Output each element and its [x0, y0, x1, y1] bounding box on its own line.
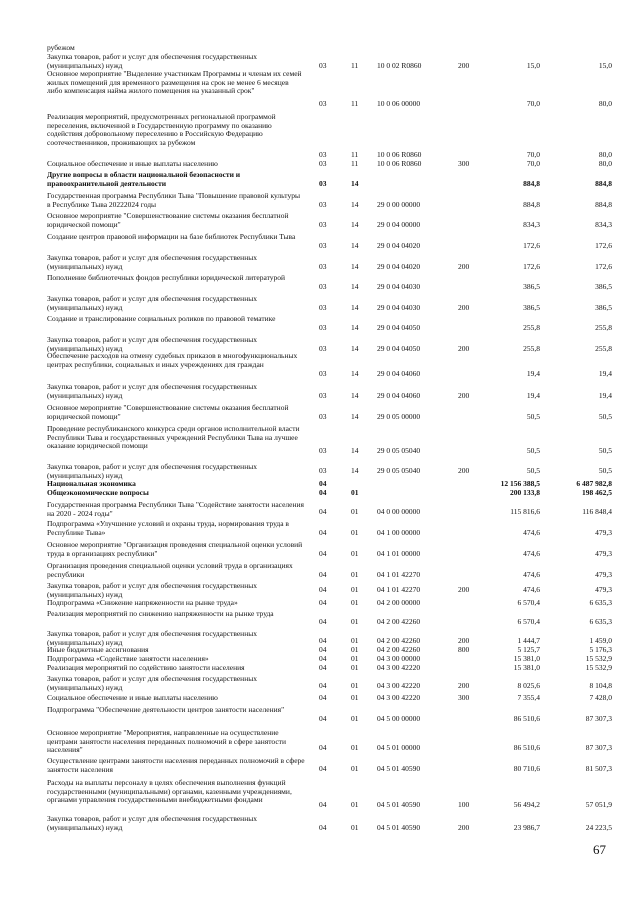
row-amount-year-1: 6 570,4	[517, 617, 540, 626]
row-expense-type: 200	[458, 391, 470, 400]
row-section-code: 03	[319, 369, 327, 378]
row-subsection-code: 14	[351, 412, 359, 421]
row-amount-year-1: 172,6	[523, 262, 540, 271]
row-section-code: 03	[319, 446, 327, 455]
row-subsection-code: 01	[351, 598, 359, 607]
row-subsection-code: 01	[351, 549, 359, 558]
row-description: Национальная экономика	[47, 479, 136, 488]
row-section-code: 03	[319, 262, 327, 271]
row-target-article: 04 1 00 00000	[377, 528, 421, 537]
row-amount-year-1: 50,5	[526, 446, 540, 455]
row-amount-year-1: 50,5	[526, 412, 540, 421]
row-subsection-code: 01	[351, 663, 359, 672]
row-subsection-code: 01	[351, 823, 359, 832]
row-subsection-code: 14	[351, 303, 359, 312]
row-description: Закупка товаров, работ и услуг для обеспечения государственных (муниципальных) нужд	[47, 674, 258, 692]
row-description: Общеэкономические вопросы	[47, 488, 149, 497]
row-amount-year-2: 198 462,5	[582, 488, 612, 497]
row-section-code: 03	[319, 323, 327, 332]
row-description: Осуществление центрами занятости населения переданных полномочий в сфере занятости населения	[47, 756, 305, 774]
row-amount-year-1: 19,4	[526, 391, 540, 400]
row-amount-year-1: 80 710,6	[513, 764, 540, 773]
row-amount-year-1: 200 133,8	[510, 488, 540, 497]
row-target-article: 29 0 04 04050	[377, 344, 421, 353]
row-target-article: 04 2 00 42260	[377, 636, 421, 645]
row-description: Реализация мероприятий по снижению напряженности на рынке труда	[47, 609, 274, 618]
row-description: Обеспечение расходов на отмену судебных приказов в многофункциональных центрах республики, социальных и иных учреждениях для граждан	[47, 351, 298, 369]
row-subsection-code: 01	[351, 743, 359, 752]
row-subsection-code: 11	[351, 150, 359, 159]
row-amount-year-2: 7 428,0	[589, 693, 612, 702]
row-subsection-code: 01	[351, 645, 359, 654]
row-target-article: 10 0 06 R0860	[377, 150, 422, 159]
row-amount-year-2: 80,0	[598, 159, 612, 168]
row-amount-year-1: 5 125,7	[517, 645, 540, 654]
row-subsection-code: 14	[351, 344, 359, 353]
row-section-code: 03	[319, 412, 327, 421]
row-description: Социальное обеспечение и иные выплаты населению	[47, 159, 218, 168]
row-subsection-code: 01	[351, 681, 359, 690]
row-expense-type: 200	[458, 585, 470, 594]
row-amount-year-2: 479,3	[595, 528, 612, 537]
row-target-article: 04 1 01 42270	[377, 585, 421, 594]
row-amount-year-2: 19,4	[598, 391, 612, 400]
row-subsection-code: 14	[351, 220, 359, 229]
row-amount-year-2: 884,8	[595, 179, 612, 188]
row-expense-type: 300	[458, 693, 470, 702]
row-target-article: 04 5 01 40590	[377, 823, 421, 832]
row-expense-type: 200	[458, 466, 470, 475]
row-amount-year-1: 15,0	[526, 61, 540, 70]
row-amount-year-1: 474,6	[523, 528, 540, 537]
row-section-code: 03	[319, 391, 327, 400]
row-target-article: 29 0 00 00000	[377, 200, 421, 209]
row-amount-year-1: 834,3	[523, 220, 540, 229]
row-target-article: 04 3 00 42220	[377, 693, 421, 702]
row-section-code: 04	[319, 693, 327, 702]
row-amount-year-1: 884,8	[523, 179, 540, 188]
row-description: Закупка товаров, работ и услуг для обеспечения государственных (муниципальных) нужд	[47, 253, 258, 271]
row-amount-year-2: 50,5	[598, 466, 612, 475]
row-subsection-code: 01	[351, 636, 359, 645]
row-amount-year-1: 884,8	[523, 200, 540, 209]
row-target-article: 04 2 00 00000	[377, 598, 421, 607]
row-subsection-code: 14	[351, 179, 359, 188]
row-expense-type: 300	[458, 159, 470, 168]
row-amount-year-1: 115 816,6	[510, 507, 540, 516]
row-section-code: 04	[319, 743, 327, 752]
row-subsection-code: 01	[351, 764, 359, 773]
row-amount-year-2: 15 532,9	[585, 654, 612, 663]
row-amount-year-1: 386,5	[523, 303, 540, 312]
row-description: Иные бюджетные ассигнования	[47, 645, 149, 654]
row-amount-year-2: 255,8	[595, 323, 612, 332]
row-description: рубежом	[47, 43, 75, 52]
row-amount-year-2: 834,3	[595, 220, 612, 229]
row-section-code: 04	[319, 800, 327, 809]
row-expense-type: 200	[458, 262, 470, 271]
row-subsection-code: 14	[351, 466, 359, 475]
row-amount-year-1: 474,6	[523, 549, 540, 558]
row-amount-year-2: 80,0	[598, 150, 612, 159]
row-amount-year-1: 15 381,0	[513, 663, 540, 672]
row-amount-year-2: 57 051,9	[585, 800, 612, 809]
row-expense-type: 200	[458, 823, 470, 832]
row-subsection-code: 11	[351, 99, 359, 108]
row-description: Расходы на выплаты персоналу в целях обеспечения выполнения функций государственными (муниципальными) органами, казенными учреждениями, органами управления государственными внебюджетными фондами	[47, 778, 292, 805]
row-amount-year-2: 6 635,3	[589, 598, 612, 607]
row-description: Подпрограмма «Содействие занятости населения»	[47, 654, 209, 663]
row-subsection-code: 01	[351, 617, 359, 626]
row-amount-year-1: 474,6	[523, 585, 540, 594]
row-section-code: 04	[319, 636, 327, 645]
row-description: Другие вопросы в области национальной безопасности и правоохранительной деятельности	[47, 170, 241, 188]
row-description: Закупка товаров, работ и услуг для обеспечения государственных (муниципальных) нужд	[47, 335, 258, 353]
row-target-article: 29 0 05 05040	[377, 446, 421, 455]
row-section-code: 03	[319, 179, 327, 188]
row-subsection-code: 01	[351, 693, 359, 702]
row-expense-type: 800	[458, 645, 470, 654]
row-section-code: 04	[319, 823, 327, 832]
row-target-article: 04 2 00 42260	[377, 617, 421, 626]
row-expense-type: 200	[458, 681, 470, 690]
row-amount-year-1: 70,0	[526, 150, 540, 159]
row-amount-year-2: 172,6	[595, 262, 612, 271]
row-target-article: 29 0 05 05040	[377, 466, 421, 475]
row-amount-year-1: 86 510,6	[513, 743, 540, 752]
row-expense-type: 200	[458, 344, 470, 353]
row-amount-year-1: 19,4	[526, 369, 540, 378]
row-amount-year-2: 884,8	[595, 200, 612, 209]
row-section-code: 03	[319, 282, 327, 291]
row-target-article: 04 5 01 40590	[377, 764, 421, 773]
row-amount-year-2: 19,4	[598, 369, 612, 378]
row-section-code: 03	[319, 150, 327, 159]
row-description: Создание центров правовой информации на базе библиотек Республики Тыва	[47, 232, 296, 241]
row-section-code: 04	[319, 654, 327, 663]
row-target-article: 10 0 06 00000	[377, 99, 421, 108]
row-amount-year-1: 23 986,7	[513, 823, 540, 832]
row-description: Подпрограмма «Снижение напряженности на рынке труда»	[47, 598, 238, 607]
row-target-article: 04 1 01 00000	[377, 549, 421, 558]
row-description: Подпрограмма "Обеспечение деятельности центров занятости населения"	[47, 705, 285, 714]
row-amount-year-1: 12 156 388,5	[500, 479, 540, 488]
row-section-code: 04	[319, 570, 327, 579]
row-amount-year-2: 15,0	[598, 61, 612, 70]
row-amount-year-1: 474,6	[523, 570, 540, 579]
row-amount-year-2: 87 307,3	[585, 714, 612, 723]
row-section-code: 03	[319, 466, 327, 475]
row-amount-year-2: 386,5	[595, 282, 612, 291]
row-amount-year-2: 50,5	[598, 412, 612, 421]
row-description: Государственная программа Республики Тыва "Содействие занятости населения на 2020 - 2024 годы"	[47, 500, 304, 518]
row-description: Закупка товаров, работ и услуг для обеспечения государственных (муниципальных) нужд	[47, 581, 258, 599]
row-subsection-code: 14	[351, 282, 359, 291]
row-subsection-code: 01	[351, 585, 359, 594]
row-amount-year-2: 24 223,5	[585, 823, 612, 832]
row-description: Реализация мероприятий, предусмотренных региональной программой переселения, включенной в Государственную программу по оказанию содействия добровольному переселению в Российскую Федерацию соотечественников, проживающих за рубежом	[47, 112, 276, 147]
row-description: Проведение республиканского конкурса среди органов исполнительной власти Республики Тыва и государственных учреждений Республики Тыва на лучшее оказание юридической помощи	[47, 424, 300, 451]
row-amount-year-2: 386,5	[595, 303, 612, 312]
row-subsection-code: 11	[351, 61, 359, 70]
row-expense-type: 200	[458, 61, 470, 70]
row-amount-year-1: 86 510,6	[513, 714, 540, 723]
row-amount-year-2: 172,6	[595, 241, 612, 250]
row-section-code: 03	[319, 220, 327, 229]
row-target-article: 29 0 04 00000	[377, 220, 421, 229]
row-amount-year-2: 1 459,0	[589, 636, 612, 645]
row-amount-year-1: 6 570,4	[517, 598, 540, 607]
row-section-code: 03	[319, 303, 327, 312]
row-amount-year-1: 255,8	[523, 323, 540, 332]
row-subsection-code: 01	[351, 528, 359, 537]
row-amount-year-1: 70,0	[526, 99, 540, 108]
row-target-article: 29 0 04 04060	[377, 369, 421, 378]
row-subsection-code: 14	[351, 369, 359, 378]
row-target-article: 04 2 00 42260	[377, 645, 421, 654]
row-description: Основное мероприятие "Организация проведения специальной оценки условий труда в организациях республики"	[47, 540, 303, 558]
row-section-code: 04	[319, 549, 327, 558]
row-subsection-code: 14	[351, 446, 359, 455]
row-description: Основное мероприятие "Совершенствование системы оказания бесплатной юридической помощи"	[47, 211, 289, 229]
row-expense-type: 200	[458, 636, 470, 645]
row-section-code: 03	[319, 159, 327, 168]
row-amount-year-2: 50,5	[598, 446, 612, 455]
row-amount-year-2: 87 307,3	[585, 743, 612, 752]
row-subsection-code: 01	[351, 800, 359, 809]
row-target-article: 29 0 04 04020	[377, 262, 421, 271]
row-target-article: 29 0 04 04050	[377, 323, 421, 332]
row-section-code: 04	[319, 714, 327, 723]
row-description: Основное мероприятие "Совершенствование системы оказания бесплатной юридической помощи"	[47, 403, 289, 421]
row-description: Организация проведения специальной оценки условий труда в организациях республики	[47, 561, 293, 579]
row-subsection-code: 14	[351, 391, 359, 400]
row-amount-year-1: 172,6	[523, 241, 540, 250]
row-description: Закупка товаров, работ и услуг для обеспечения государственных (муниципальных) нужд	[47, 52, 258, 70]
row-amount-year-2: 116 848,4	[582, 507, 612, 516]
row-section-code: 04	[319, 617, 327, 626]
row-section-code: 04	[319, 663, 327, 672]
row-expense-type: 100	[458, 800, 470, 809]
row-section-code: 04	[319, 645, 327, 654]
row-amount-year-2: 479,3	[595, 570, 612, 579]
row-amount-year-1: 7 355,4	[517, 693, 540, 702]
row-target-article: 29 0 05 00000	[377, 412, 421, 421]
row-description: Закупка товаров, работ и услуг для обеспечения государственных (муниципальных) нужд	[47, 629, 258, 647]
row-target-article: 29 0 04 04060	[377, 391, 421, 400]
row-amount-year-1: 255,8	[523, 344, 540, 353]
row-target-article: 04 5 01 00000	[377, 743, 421, 752]
row-section-code: 04	[319, 681, 327, 690]
row-amount-year-2: 81 507,3	[585, 764, 612, 773]
row-target-article: 04 1 01 42270	[377, 570, 421, 579]
row-amount-year-1: 70,0	[526, 159, 540, 168]
row-amount-year-2: 479,3	[595, 585, 612, 594]
row-section-code: 04	[319, 528, 327, 537]
row-subsection-code: 01	[351, 488, 359, 497]
row-subsection-code: 01	[351, 570, 359, 579]
row-subsection-code: 14	[351, 323, 359, 332]
row-subsection-code: 14	[351, 200, 359, 209]
row-section-code: 03	[319, 200, 327, 209]
row-amount-year-2: 8 104,8	[589, 681, 612, 690]
row-section-code: 03	[319, 344, 327, 353]
row-section-code: 03	[319, 61, 327, 70]
row-target-article: 04 3 00 42220	[377, 681, 421, 690]
row-amount-year-2: 479,3	[595, 549, 612, 558]
row-subsection-code: 14	[351, 241, 359, 250]
row-target-article: 29 0 04 04030	[377, 282, 421, 291]
row-subsection-code: 14	[351, 262, 359, 271]
row-description: Основное мероприятие "Выделение участникам Программы и членам их семей жилых помещений для временного размещения на срок не менее 6 месяцев либо компенсация найма жилого помещения на указанный срок"	[47, 69, 302, 96]
row-target-article: 04 3 00 00000	[377, 654, 421, 663]
row-subsection-code: 01	[351, 714, 359, 723]
row-amount-year-1: 8 025,6	[517, 681, 540, 690]
row-target-article: 04 3 00 42220	[377, 663, 421, 672]
row-section-code: 04	[319, 488, 327, 497]
row-section-code: 04	[319, 585, 327, 594]
row-description: Закупка товаров, работ и услуг для обеспечения государственных (муниципальных) нужд	[47, 814, 258, 832]
row-target-article: 10 0 02 R0860	[377, 61, 422, 70]
row-amount-year-2: 6 635,3	[589, 617, 612, 626]
row-section-code: 03	[319, 241, 327, 250]
row-description: Государственная программа Республики Тыва "Повышение правовой культуры в Республике Тыва 20222024 годы	[47, 191, 300, 209]
row-expense-type: 200	[458, 303, 470, 312]
row-section-code: 04	[319, 764, 327, 773]
row-amount-year-2: 5 176,3	[589, 645, 612, 654]
row-target-article: 29 0 04 04020	[377, 241, 421, 250]
row-description: Создание и транслирование социальных роликов по правовой тематике	[47, 314, 276, 323]
row-subsection-code: 11	[351, 159, 359, 168]
row-section-code: 04	[319, 507, 327, 516]
page-number: 67	[593, 842, 606, 857]
row-target-article: 10 0 06 R0860	[377, 159, 422, 168]
row-subsection-code: 01	[351, 507, 359, 516]
row-section-code: 04	[319, 598, 327, 607]
row-amount-year-2: 255,8	[595, 344, 612, 353]
row-description: Закупка товаров, работ и услуг для обеспечения государственных (муниципальных) нужд	[47, 382, 258, 400]
row-amount-year-1: 386,5	[523, 282, 540, 291]
row-target-article: 04 0 00 00000	[377, 507, 421, 516]
row-description: Реализация мероприятий по содействию занятости населения	[47, 663, 245, 672]
row-amount-year-1: 50,5	[526, 466, 540, 475]
row-section-code: 04	[319, 479, 327, 488]
row-amount-year-2: 15 532,9	[585, 663, 612, 672]
row-description: Социальное обеспечение и иные выплаты населению	[47, 693, 218, 702]
row-target-article: 04 5 01 40590	[377, 800, 421, 809]
row-amount-year-2: 80,0	[598, 99, 612, 108]
row-description: Основное мероприятие "Мероприятия, направленные на осуществление центрами занятости населения переданных полномочий в сфере занятости населения"	[47, 728, 286, 755]
row-amount-year-1: 15 381,0	[513, 654, 540, 663]
row-target-article: 04 5 00 00000	[377, 714, 421, 723]
row-amount-year-1: 56 494,2	[513, 800, 540, 809]
row-amount-year-1: 1 444,7	[517, 636, 540, 645]
row-subsection-code: 01	[351, 654, 359, 663]
row-description: Закупка товаров, работ и услуг для обеспечения государственных (муниципальных) нужд	[47, 462, 258, 480]
row-target-article: 29 0 04 04030	[377, 303, 421, 312]
row-description: Пополнение библиотечных фондов республики юридической литературой	[47, 273, 286, 282]
row-description: Закупка товаров, работ и услуг для обеспечения государственных (муниципальных) нужд	[47, 294, 258, 312]
row-description: Подпрограмма «Улучшение условий и охраны труда, нормирования труда в Республике Тыва»	[47, 519, 289, 537]
row-section-code: 03	[319, 99, 327, 108]
row-amount-year-2: 6 487 982,8	[576, 479, 612, 488]
